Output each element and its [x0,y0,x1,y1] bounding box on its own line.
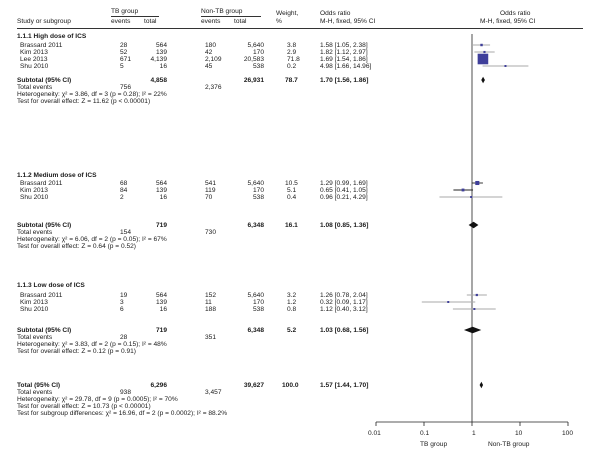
summary-diamond [464,327,481,333]
study-weight: 3.8 [287,42,297,49]
subtotal-or-ci: 1.70 [1.56, 1.86] [320,77,369,84]
study-marker [476,294,478,296]
weight-header: Weight, [276,10,299,17]
study-or-ci: 1.82 [1.12, 2.97] [320,49,368,56]
tb-events: 19 [120,292,128,299]
subgroup-3-title: 1.1.3 Low dose of ICS [17,282,85,289]
total-events-nontb: 3,457 [205,389,222,396]
study-weight: 0.2 [287,63,297,70]
x-tick-label-0: 0.01 [368,430,381,437]
study-name: Lee 2013 [20,56,48,63]
study-name: Shu 2010 [20,306,49,313]
overall-effect-text: Test for overall effect: Z = 10.73 (p < 0.00001) [17,403,151,410]
total-events-label: Total events [17,389,53,396]
nontb-events: 70 [205,194,213,201]
nontb-events: 45 [205,63,213,70]
or-left-method: M-H, fixed, 95% CI [320,18,376,25]
subtotal-nontb-total: 26,931 [243,77,264,84]
heterogeneity-text: Heterogeneity: χ² = 3.86, df = 3 (p = 0.28); I² = 22% [17,91,167,98]
overall-effect-text: Test for overall effect: Z = 0.12 (p = 0.91) [17,348,136,355]
study-weight: 0.8 [287,306,297,313]
summary-diamond [469,222,479,228]
weight-unit-header: % [276,18,282,25]
study-weight: 0.4 [287,194,297,201]
study-or-ci: 1.12 [0.40, 3.12] [320,306,368,313]
subtotal-label: Subtotal (95% CI) [17,77,72,84]
total-events-tb: 154 [120,229,132,236]
nontb-total: 170 [252,299,264,306]
total-label: Total (95% CI) [17,382,61,389]
study-name: Brassard 2011 [20,180,63,187]
nontb-total: 538 [252,194,264,201]
subtotal-or-ci: 1.08 [0.85, 1.36] [320,222,369,229]
study-or-ci: 0.96 [0.21, 4.29] [320,194,368,201]
or-right-header: Odds ratio [500,10,531,17]
tb-total: 139 [155,49,167,56]
tb-group-header: TB group [111,8,139,15]
axis-label-left: TB group [420,441,448,448]
study-or-ci: 4.98 [1.66, 14.96] [320,63,372,70]
study-marker [478,54,489,65]
nontb-events-header: events [201,18,221,25]
tb-total: 564 [155,42,167,49]
nontb-total: 5,640 [247,292,264,299]
subtotal-nontb-total: 6,348 [247,222,264,229]
tb-total: 16 [159,63,167,70]
study-name: Shu 2010 [20,63,49,70]
subtotal-weight: 16.1 [285,222,298,229]
study-or-ci: 0.32 [0.09, 1.17] [320,299,368,306]
nontb-events: 541 [205,180,217,187]
nontb-events: 152 [205,292,217,299]
total-events-label: Total events [17,84,53,91]
tb-events: 3 [120,299,124,306]
tb-events: 2 [120,194,124,201]
x-tick-label-1: 0.1 [420,430,430,437]
x-tick-label-4: 100 [562,430,574,437]
nontb-events: 42 [205,49,213,56]
nontb-group-header: Non-TB group [201,8,243,15]
subgroup-difference-text: Test for subgroup differences: χ² = 16.96, df = 2 (p = 0.0002); I² = 88.2% [17,410,228,417]
or-right-method: M-H, fixed, 95% CI [480,18,536,25]
study-weight: 71.8 [287,56,300,63]
tb-total: 4,139 [150,56,167,63]
nontb-events: 180 [205,42,217,49]
overall-effect-text: Test for overall effect: Z = 11.62 (p < 0.00001) [17,98,151,105]
tb-events: 6 [120,306,124,313]
heterogeneity-text: Heterogeneity: χ² = 29.78, df = 9 (p = 0.0005); I² = 70% [17,396,178,403]
heterogeneity-text: Heterogeneity: χ² = 6.06, df = 2 (p = 0.05); I² = 67% [17,236,167,243]
tb-total: 564 [155,180,167,187]
study-or-ci: 1.58 [1.05, 2.38] [320,42,368,49]
or-left-header: Odds ratio [320,10,351,17]
nontb-total: 538 [252,63,264,70]
tb-events: 671 [120,56,132,63]
tb-events: 84 [120,187,128,194]
subgroup-2-title: 1.1.2 Medium dose of ICS [17,172,97,179]
nontb-events: 11 [205,299,212,306]
total-events-nontb: 2,376 [205,84,222,91]
subtotal-label: Subtotal (95% CI) [17,327,72,334]
subtotal-weight: 5.2 [287,327,297,334]
total-weight: 100.0 [282,382,299,389]
nontb-total: 20,583 [243,56,264,63]
study-marker [483,51,485,53]
study-or-ci: 0.65 [0.41, 1.05] [320,187,368,194]
total-nontb-total: 39,627 [243,382,264,389]
total-events-tb: 28 [120,334,128,341]
subgroup-1-title: 1.1.1 High dose of ICS [17,33,87,40]
study-or-ci: 1.69 [1.54, 1.86] [320,56,368,63]
total-events-label: Total events [17,229,53,236]
study-name: Brassard 2011 [20,42,63,49]
study-marker [462,189,465,192]
study-weight: 2.9 [287,49,297,56]
summary-diamond [481,77,485,83]
tb-events: 28 [120,42,128,49]
total-events-nontb: 730 [205,229,217,236]
subtotal-label: Subtotal (95% CI) [17,222,72,229]
subtotal-tb-total: 719 [155,222,167,229]
subtotal-tb-total: 719 [155,327,167,334]
study-or-ci: 1.29 [0.99, 1.69] [320,180,368,187]
total-events-tb: 938 [120,389,132,396]
total-events-tb: 756 [120,84,132,91]
nontb-events: 188 [205,306,217,313]
tb-events: 52 [120,49,128,56]
nontb-total: 5,640 [247,42,264,49]
study-marker [475,181,479,185]
tb-total: 139 [155,187,167,194]
study-weight: 5.1 [287,187,297,194]
x-tick-label-3: 10 [515,430,523,437]
study-weight: 10.5 [285,180,298,187]
nontb-total: 538 [252,306,264,313]
x-tick-label-2: 1 [472,430,476,437]
heterogeneity-text: Heterogeneity: χ² = 3.83, df = 2 (p = 0.15); I² = 48% [17,341,167,348]
total-events-nontb: 351 [205,334,217,341]
study-marker [504,65,506,67]
study-name: Kim 2013 [20,187,48,194]
axis-label-right: Non-TB group [488,441,530,448]
total-events-label: Total events [17,334,53,341]
nontb-total: 170 [252,49,264,56]
tb-total: 139 [155,299,167,306]
overall-effect-text: Test for overall effect: Z = 0.64 (p = 0.52) [17,243,136,250]
study-name: Kim 2013 [20,49,48,56]
nontb-total: 170 [252,187,264,194]
nontb-events: 2,109 [205,56,222,63]
study-name: Kim 2013 [20,299,48,306]
nontb-events: 119 [205,187,216,194]
tb-total-header: total [144,18,157,25]
tb-events: 5 [120,63,124,70]
summary-diamond [480,382,483,388]
study-marker [447,301,449,303]
study-weight: 1.2 [287,299,297,306]
study-name: Shu 2010 [20,194,49,201]
tb-total: 16 [159,194,167,201]
nontb-total-header: total [234,18,247,25]
subtotal-nontb-total: 6,348 [247,327,264,334]
study-header: Study or subgroup [17,18,71,25]
study-marker [470,196,472,198]
nontb-total: 5,640 [247,180,264,187]
subtotal-weight: 78.7 [285,77,298,84]
total-or-ci: 1.57 [1.44, 1.70] [320,382,369,389]
study-marker [473,308,475,310]
total-tb-total: 6,296 [150,382,167,389]
subtotal-or-ci: 1.03 [0.68, 1.56] [320,327,369,334]
study-marker [480,44,482,46]
subtotal-tb-total: 4,858 [150,77,167,84]
tb-events-header: events [111,18,131,25]
tb-total: 564 [155,292,167,299]
tb-events: 68 [120,180,128,187]
study-or-ci: 1.26 [0.78, 2.04] [320,292,368,299]
tb-total: 16 [159,306,167,313]
study-weight: 3.2 [287,292,297,299]
study-name: Brassard 2011 [20,292,63,299]
